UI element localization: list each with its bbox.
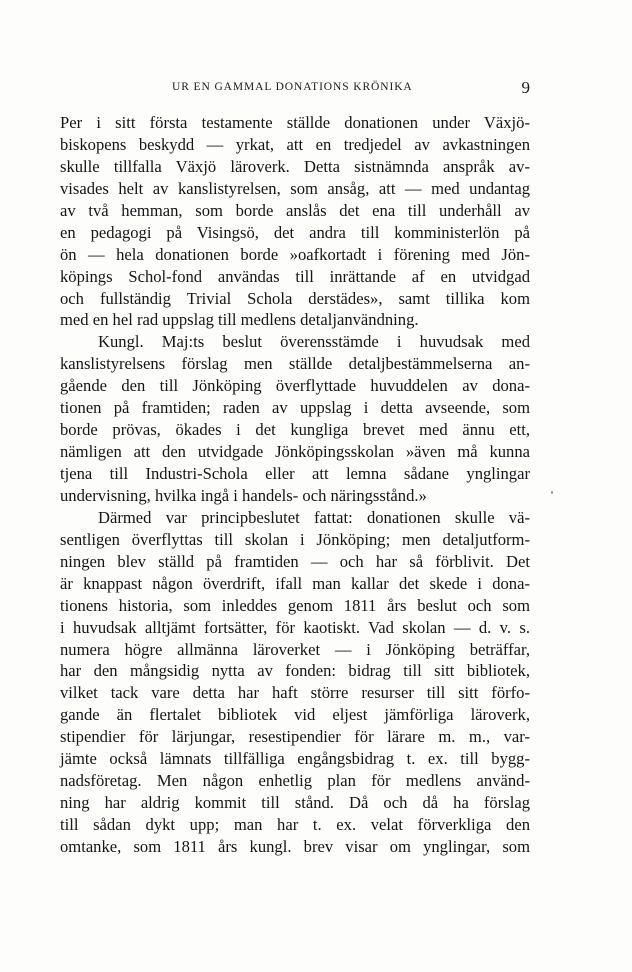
text-line: stipendier för lärjungar, resestipendier för lärare m. m., var- xyxy=(60,727,530,747)
text-line: undervisning, hvilka ingå i handels- och näringsstånd.» xyxy=(60,485,427,505)
text-line: jämte också lämnats tillfälliga engångsbidrag t. ex. till bygg- xyxy=(60,749,530,769)
text-line: av två hemman, som borde anslås det ena till underhåll av xyxy=(60,200,530,220)
text-line: ön — hela donationen borde »oafkortadt i förening med Jön- xyxy=(60,244,530,264)
text-line: numera högre allmänna läroverket — i Jönköping beträffar, xyxy=(60,639,530,659)
text-line: nadsföretag. Men någon enhetlig plan för medlens använd- xyxy=(60,771,530,791)
text-line: och fullständig Trivial Schola derstädes», samt tillika kom xyxy=(60,288,530,308)
text-line: biskopens beskydd — yrkat, att en tredjedel av avkastningen xyxy=(60,134,530,154)
body-text xyxy=(60,112,530,858)
text-line: skulle tillfalla Växjö läroverk. Detta sistnämnda anspråk av- xyxy=(60,156,530,176)
text-line: i huvudsak alltjämt fortsätter, för kaotiskt. Vad skolan — d. v. s. xyxy=(60,617,530,637)
text-line: ning har aldrig kommit till stånd. Då och då ha förslag xyxy=(60,793,530,813)
text-line: visades helt av kanslistyrelsen, som ansåg, att — med undantag xyxy=(60,178,530,198)
text-line: Per i sitt första testamente ställde donationen under Växjö- xyxy=(60,113,530,132)
text-line: nämligen att den utvidgade Jönköpingsskolan »även må kunna xyxy=(60,442,530,462)
running-head xyxy=(60,80,530,100)
text-line: tionens historia, som inleddes genom 1811 års beslut och som xyxy=(60,595,530,615)
paragraph-start-line: Därmed var principbeslutet fattat: donationen skulle vä- xyxy=(98,507,530,527)
text-line: till sådan dykt upp; man har t. ex. velat förverkliga den xyxy=(60,815,530,834)
text-line: tjena till Industri-Schola eller att lemna sådane ynglingar xyxy=(60,464,530,483)
text-line: sentligen överflyttas till skolan i Jönköping; men detaljutform- xyxy=(60,529,530,549)
text-line: kanslistyrelsens förslag men ställde detaljbestämmelserna an- xyxy=(60,354,530,374)
text-line: har den mångsidig nytta av fonden: bidrag till sitt bibliotek, xyxy=(60,661,530,681)
text-line: med en hel rad uppslag till medlens detaljanvändning. xyxy=(60,310,419,330)
running-head-title: UR EN GAMMAL DONATIONS KRÖNIKA xyxy=(172,81,413,93)
text-line: gående den till Jönköping överflyttade huvuddelen av dona- xyxy=(60,376,530,396)
paragraph-start-line: Kungl. Maj:ts beslut överensstämde i huvudsak med xyxy=(98,332,530,352)
paper-speck xyxy=(551,491,553,494)
text-line: en pedagogi på Visingsö, det andra till komministerlön på xyxy=(60,222,530,242)
text-line: vilket tack vare detta har haft större resurser till sitt förfo- xyxy=(60,683,530,703)
text-line: är knappast någon överdrift, ifall man kallar det skede i dona- xyxy=(60,573,530,593)
text-line: gande än flertalet bibliotek vid eljest jämförliga läroverk, xyxy=(60,705,530,725)
text-line: borde prövas, ökades i det kungliga brevet med ännu ett, xyxy=(60,420,530,440)
text-line: tionen på framtiden; raden av uppslag i detta avseende, som xyxy=(60,398,530,418)
text-line: köpings Schol-fond användas till inrättande af en utvidgad xyxy=(60,266,530,286)
page-number: 9 xyxy=(521,78,530,97)
text-line: omtanke, som 1811 års kungl. brev visar om ynglingar, som xyxy=(60,836,530,856)
text-line: ningen blev ställd på framtiden — och har så förblivit. Det xyxy=(60,551,530,571)
